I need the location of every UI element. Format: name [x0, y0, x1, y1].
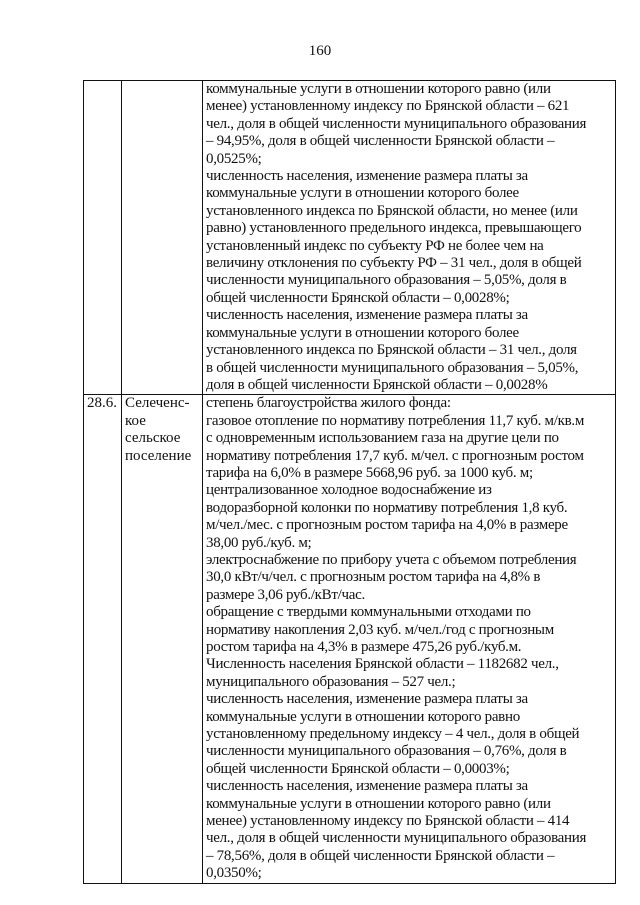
municipality-name-cell [122, 395, 203, 883]
description-line: чел., доля в общей численности муниципального образования [206, 830, 587, 847]
municipality-name-line: сельское [125, 430, 181, 447]
description-line: электроснабжение по прибору учета с объемом потребления [206, 551, 577, 568]
description-line: 30,0 кВт/ч/чел. с прогнозным ростом тарифа на 4,8% в [206, 569, 541, 586]
description-line: в общей численности муниципального образования – 5,05%, [206, 359, 579, 376]
description-line: обращение с твердыми коммунальными отходами по [206, 604, 531, 621]
description-line: коммунальные услуги в отношении которого равно (или [206, 81, 551, 97]
municipality-name-cell [122, 81, 203, 395]
description-line: установленный индекс по субъекту РФ не более чем на [206, 237, 544, 254]
description-cell [203, 395, 616, 883]
row-number-cell: 28.6. [84, 395, 122, 883]
description-line: численность населения, изменение размера платы за [206, 307, 528, 324]
description-line: степень благоустройства жилого фонда: [206, 395, 451, 412]
description-line: доля в общей численности Брянской области – 0,0028% [206, 376, 548, 393]
description-line: нормативу накопления 2,03 куб. м/чел./год с прогнозным [206, 621, 554, 638]
description-line: установленному предельному индексу – 4 чел., доля в общей [206, 726, 580, 743]
description-line: чел., доля в общей численности муниципального образования [206, 115, 587, 132]
page-number: 160 [308, 43, 332, 59]
description-line: численность населения, изменение размера платы за [206, 691, 528, 708]
description-line: 0,0350%; [206, 865, 262, 882]
description-line: численность населения, изменение размера платы за [206, 168, 528, 185]
row-number-cell [84, 81, 122, 395]
description-line: менее) установленному индексу по Брянской области – 414 [206, 813, 570, 830]
description-cell [203, 81, 616, 395]
description-line: м/чел./мес. с прогнозным ростом тарифа на 4,0% в размере [206, 517, 568, 534]
description-line: – 94,95%, доля в общей численности Брянской области – [206, 133, 555, 150]
description-line: величину отклонения по субъекту РФ – 31 чел., доля в общей [206, 255, 582, 272]
description-line: численности муниципального образования – 5,05%, доля в [206, 272, 567, 289]
description-line: с одновременным использованием газа на другие цели по [206, 430, 559, 447]
description-line: равно) установленного предельного индекса, превышающего [206, 220, 582, 237]
description-line: нормативу потребления 17,7 куб. м/чел. с прогнозным ростом [206, 447, 584, 464]
data-table [83, 80, 616, 884]
description-line: общей численности Брянской области – 0,0028%; [206, 289, 510, 306]
description-line: водоразборной колонки по нормативу потребления 1,8 куб. [206, 499, 568, 516]
description-line: муниципального образования – 527 чел.; [206, 673, 456, 690]
description-line: менее) установленному индексу по Брянской области – 621 [206, 98, 570, 115]
description-line: коммунальные услуги в отношении которого более [206, 185, 519, 202]
description-line: Численность населения Брянской области – 1182682 чел., [206, 656, 559, 673]
description-line: ростом тарифа на 4,3% в размере 475,26 руб./куб.м. [206, 639, 522, 655]
municipality-name-line: Селеченс- [125, 395, 190, 412]
municipality-name-line: поселение [125, 447, 192, 464]
table-body [84, 81, 616, 884]
description-line: коммунальные услуги в отношении которого равно (или [206, 795, 551, 812]
description-line: коммунальные услуги в отношении которого равно [206, 708, 520, 725]
description-line: размере 3,06 руб./кВт/час. [206, 586, 365, 603]
description-line: 0,0525%; [206, 150, 262, 167]
description-line: численности муниципального образования – 0,76%, доля в [206, 743, 567, 760]
description-line: – 78,56%, доля в общей численности Брянской области – [206, 847, 555, 864]
description-line: централизованное холодное водоснабжение из [206, 482, 492, 499]
table-row [84, 81, 616, 395]
municipality-name-line: кое [125, 412, 146, 429]
description-line: тарифа на 6,0% в размере 5668,96 руб. за 1000 куб. м; [206, 464, 533, 481]
description-line: 38,00 руб./куб. м; [206, 534, 312, 551]
description-line: газовое отопление по нормативу потребления 11,7 куб. м/кв.м [206, 412, 585, 429]
description-line: коммунальные услуги в отношении которого более [206, 324, 519, 341]
table-row [84, 395, 616, 883]
description-line: установленного индекса по Брянской области – 31 чел., доля [206, 342, 577, 359]
description-line: установленного индекса по Брянской области, но менее (или [206, 202, 578, 219]
description-line: общей численности Брянской области – 0,0003%; [206, 760, 510, 777]
description-line: численность населения, изменение размера платы за [206, 778, 528, 795]
